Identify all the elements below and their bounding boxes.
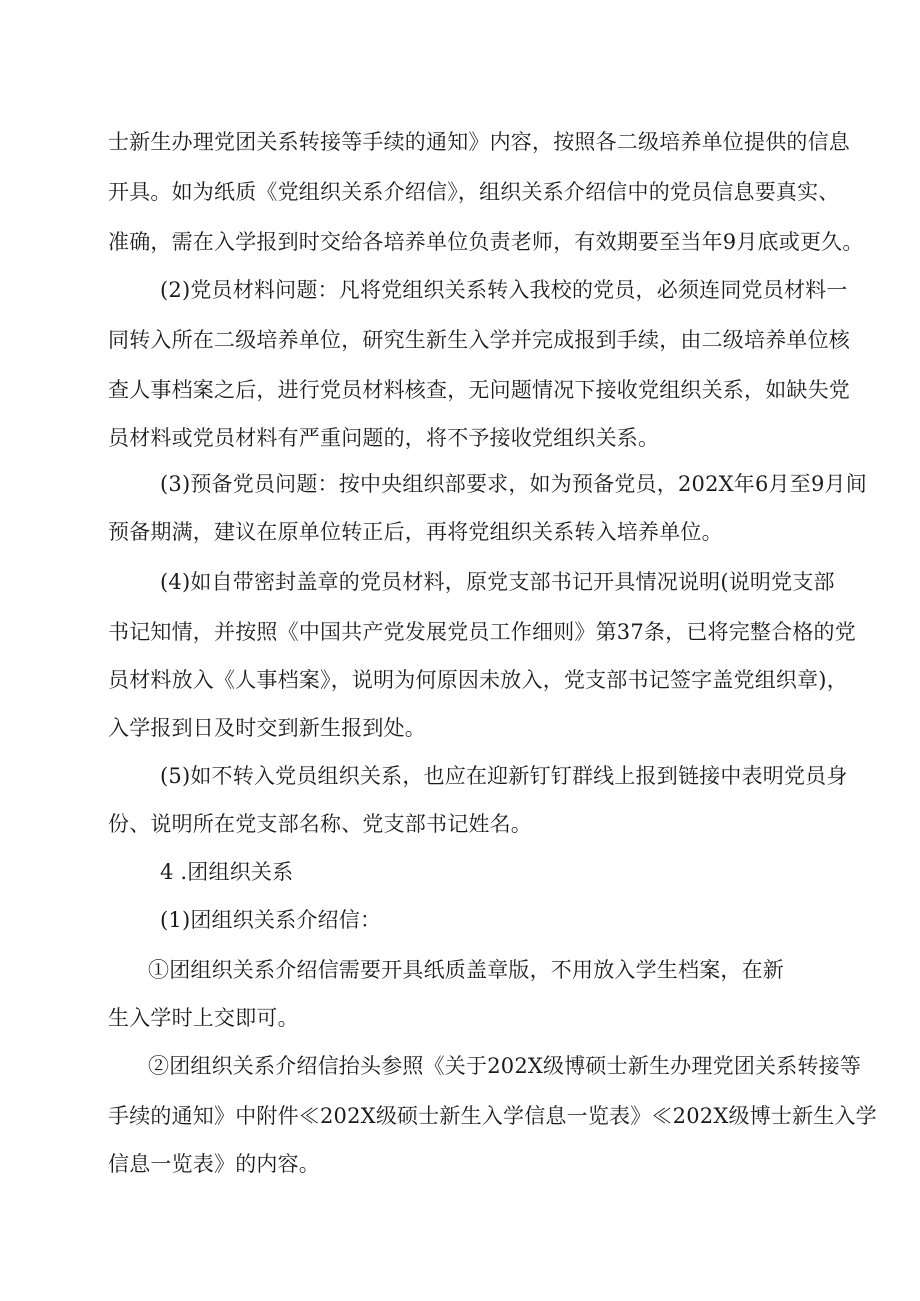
paragraph-line: 生入学时上交即可。 [108,1006,299,1030]
paragraph-line: 入学报到日及时交到新生报到处。 [108,716,426,740]
paragraph-line: 书记知情，并按照《中国共产党发展党员工作细则》第37条，已将完整合格的党 [108,620,856,644]
paragraph-line: (4)如自带密封盖章的党员材料，原党支部书记开具情况说明(说明党支部 [160,570,835,594]
paragraph-line: 开具。如为纸质《党组织关系介绍信》，组织关系介绍信中的党员信息要真实、 [108,180,840,204]
paragraph-line: 份、说明所在党支部名称、党支部书记姓名。 [108,812,532,836]
paragraph-line: 手续的通知》中附件≪202X级硕士新生入学信息一览表》≪202X级博士新生入学 [108,1104,877,1128]
paragraph-line: 信息一览表》的内容。 [108,1152,320,1176]
paragraph-line: 员材料放入《人事档案》，说明为何原因未放入，党支部书记签字盖党组织章)， [108,668,848,692]
paragraph-line: ①团组织关系介绍信需要开具纸质盖章版，不用放入学生档案，在新 [148,958,784,982]
paragraph-line: (3)预备党员问题：按中央组织部要求，如为预备党员，202X年6月至9月间 [160,472,867,496]
paragraph-line: 士新生办理党团关系转接等手续的通知》内容，按照各二级培养单位提供的信息 [108,130,850,154]
paragraph-line: (2)党员材料问题：凡将党组织关系转入我校的党员，必须连同党员材料一 [160,278,848,302]
subsection-heading: (1)团组织关系介绍信： [160,908,382,932]
section-heading: 4 .团组织关系 [160,860,294,884]
paragraph-line: 准确，需在入学报到时交给各培养单位负责老师，有效期要至当年9月底或更久。 [108,230,864,254]
paragraph-line: 查人事档案之后，进行党员材料核查，无问题情况下接收党组织关系，如缺失党 [108,378,850,402]
paragraph-line: ②团组织关系介绍信抬头参照《关于202X级博硕士新生办理党团关系转接等 [148,1054,862,1078]
paragraph-line: 预备期满，建议在原单位转正后，再将党组织关系转入培养单位。 [108,520,723,544]
paragraph-line: 同转入所在二级培养单位，研究生新生入学并完成报到手续，由二级培养单位核 [108,328,850,352]
paragraph-line: 员材料或党员材料有严重问题的，将不予接收党组织关系。 [108,426,660,450]
paragraph-line: (5)如不转入党员组织关系，也应在迎新钉钉群线上报到链接中表明党员身 [160,764,848,788]
